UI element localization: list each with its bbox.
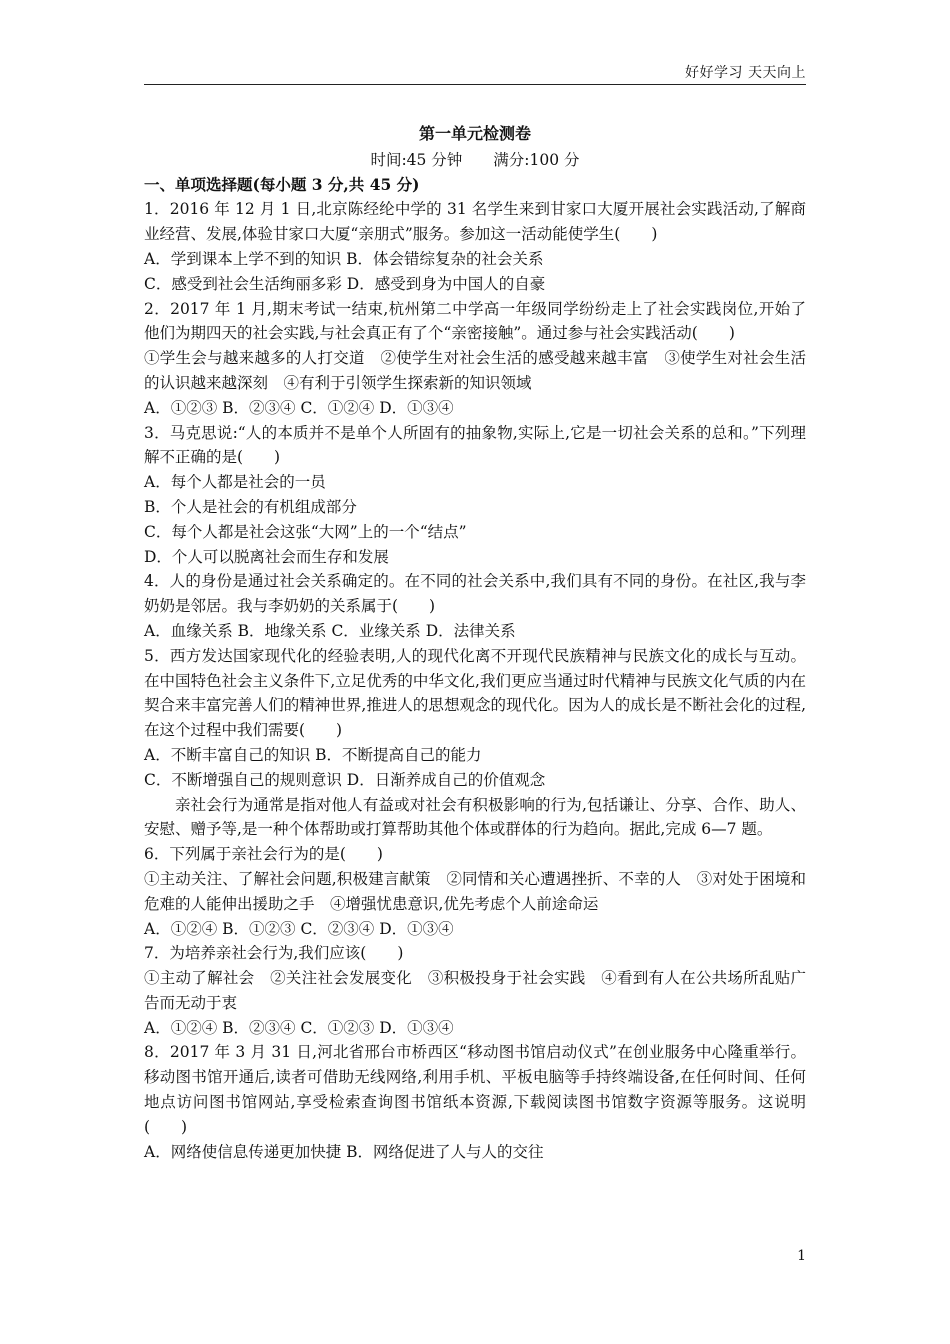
paragraph: 7．为培养亲社会行为,我们应该( )	[144, 944, 404, 963]
header-divider	[144, 84, 806, 85]
paragraph: 5．西方发达国家现代化的经验表明,人的现代化离不开现代民族精神与民族文化的成长与互动。在中国特色社会主义条件下,立足优秀的中华文化,我们更应当通过时代精神与民族文化气质的内在契合来丰富完善人们的精神世界,推进人的思想观念的现代化。因为人的成长是不断社会化的过程,在这个过程中我们需要( )	[144, 646, 806, 740]
option-line: A．①②④ B．②③④ C．①②③ D．①③④	[144, 1018, 454, 1037]
option-line: A．网络使信息传递更加快捷 B．网络促进了人与人的交往	[144, 1142, 544, 1161]
paragraph: 4．人的身份是通过社会关系确定的。在不同的社会关系中,我们具有不同的身份。在社区,我与李奶奶是邻居。我与李奶奶的关系属于( )	[144, 572, 806, 616]
option-line: C．每个人都是社会这张“大网”上的一个“结点”	[144, 522, 467, 541]
option-line: A．学到课本上学不到的知识 B．体会错综复杂的社会关系	[144, 249, 544, 268]
header-motto: 好好学习 天天向上	[685, 65, 806, 81]
paragraph: 6．下列属于亲社会行为的是( )	[144, 845, 383, 864]
document-subtitle: 时间:45 分钟 满分:100 分	[370, 150, 580, 169]
option-line: A．血缘关系 B．地缘关系 C．业缘关系 D．法律关系	[144, 621, 516, 640]
paragraph: ①主动关注、了解社会问题,积极建言献策 ②同情和关心遭遇挫折、不幸的人 ③对处于困境和危难的人能伸出援助之手 ④增强忧患意识,优先考虑个人前途命运	[144, 869, 806, 913]
option-line: A．不断丰富自己的知识 B．不断提高自己的能力	[144, 745, 482, 764]
paragraph: ①主动了解社会 ②关注社会发展变化 ③积极投身于社会实践 ④看到有人在公共场所乱贴广告而无动于衷	[144, 969, 806, 1012]
option-line: A．每个人都是社会的一员	[144, 473, 326, 492]
document-title: 第一单元检测卷	[418, 124, 531, 143]
document-body	[144, 122, 806, 1164]
option-line: D．个人可以脱离社会而生存和发展	[144, 547, 389, 566]
option-line: A．①②④ B．①②③ C．②③④ D．①③④	[144, 919, 454, 938]
option-line: A．①②③ B．②③④ C．①②④ D．①③④	[144, 398, 454, 417]
page-number: 1	[797, 1248, 806, 1264]
option-line: C．不断增强自己的规则意识 D．日渐养成自己的价值观念	[144, 770, 546, 789]
option-line: C．感受到社会生活绚丽多彩 D．感受到身为中国人的自豪	[144, 274, 546, 293]
paragraph: ①学生会与越来越多的人打交道 ②使学生对社会生活的感受越来越丰富 ③使学生对社会生活的认识越来越深刻 ④有利于引领学生探索新的知识领域	[144, 349, 806, 392]
section-heading: 一、单项选择题(每小题 3 分,共 45 分)	[144, 174, 420, 194]
paragraph: 1．2016 年 12 月 1 日,北京陈经纶中学的 31 名学生来到甘家口大厦开展社会实践活动,了解商业经营、发展,体验甘家口大厦“亲朋式”服务。参加这一活动能使学生( )	[144, 200, 806, 244]
option-line: B．个人是社会的有机组成部分	[144, 497, 357, 516]
paragraph: 2．2017 年 1 月,期末考试一结束,杭州第二中学高一年级同学纷纷走上了社会实践岗位,开始了他们为期四天的社会实践,与社会真正有了个“亲密接触”。通过参与社会实践活动( )	[144, 299, 806, 343]
paragraph: 8．2017 年 3 月 31 日,河北省邢台市桥西区“移动图书馆启动仪式”在创业服务中心隆重举行。移动图书馆开通后,读者可借助无线网络,利用手机、平板电脑等手持终端设备,在任何时间、任何地点访问图书馆网站,享受检索查询图书馆纸本资源,下载阅读图书馆数字资源等服务。这说明( )	[144, 1043, 806, 1136]
paragraph: 3．马克思说:“人的本质并不是单个人所固有的抽象物,实际上,它是一切社会关系的总和。”下列理解不正确的是( )	[144, 423, 806, 467]
paragraph: 亲社会行为通常是指对他人有益或对社会有积极影响的行为,包括谦让、分享、合作、助人、安慰、赠予等,是一种个体帮助或打算帮助其他个体或群体的行为趋向。据此,完成 6—7 题。	[144, 795, 806, 839]
